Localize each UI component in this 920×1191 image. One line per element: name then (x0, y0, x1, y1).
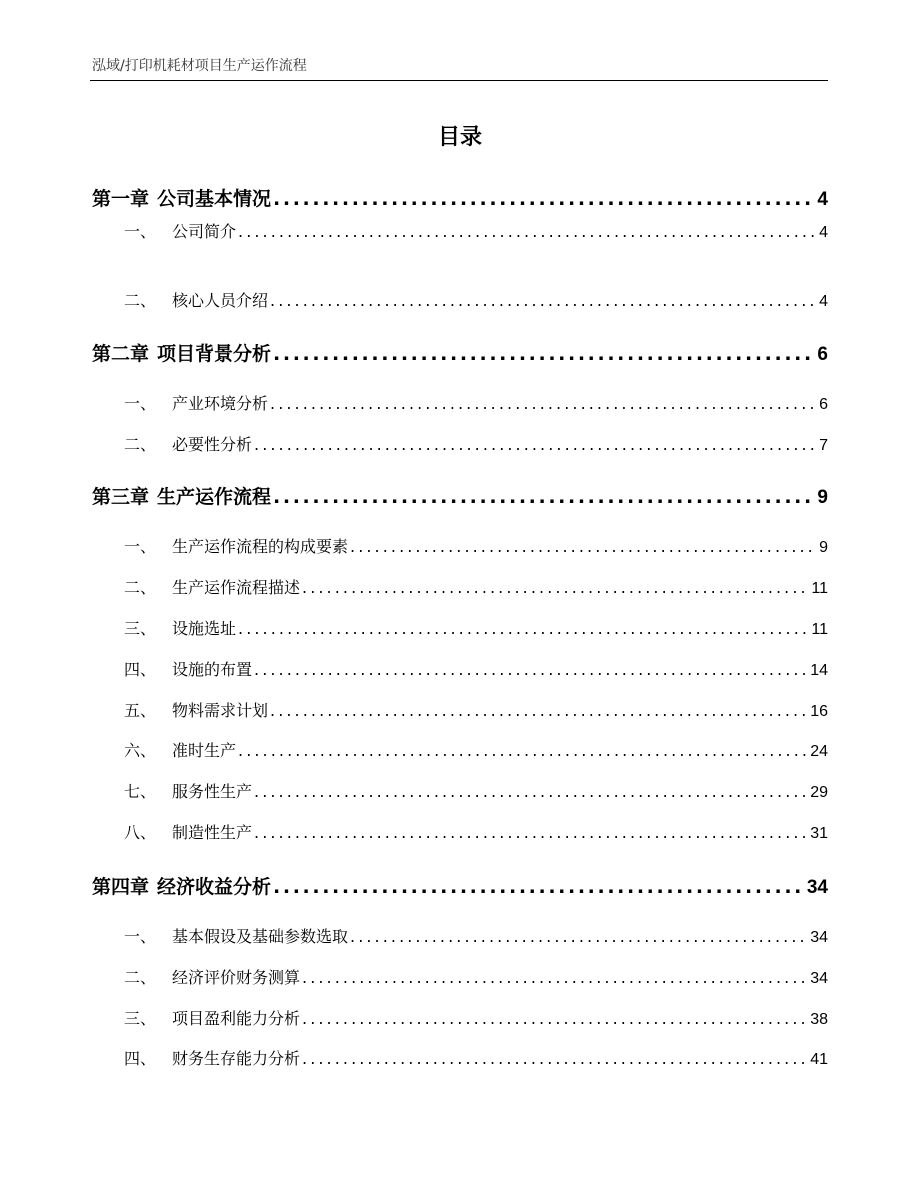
toc-entry-section[interactable] (92, 738, 828, 761)
running-header: 泓域/打印机耗材项目生产运作流程 (92, 58, 307, 74)
toc-entry-number: 二、 (124, 578, 157, 597)
toc-entry-page: 24 (810, 743, 828, 760)
toc-entry-page: 6 (819, 396, 828, 413)
toc-entry-section[interactable] (92, 534, 828, 557)
toc-entry-page: 11 (811, 580, 828, 597)
toc-entry-page: 9 (817, 487, 828, 508)
toc-entry-title: 公司基本情况 (157, 188, 272, 210)
toc-entry-title: 核心人员介绍 (172, 291, 269, 310)
toc-entry-section[interactable] (92, 698, 828, 721)
toc-entry-page: 7 (819, 437, 828, 454)
dot-leader (254, 660, 808, 679)
toc-title: 目录 (437, 125, 482, 150)
toc-entry-section[interactable] (92, 820, 828, 843)
toc-entry-page: 6 (817, 344, 828, 365)
toc-entry-title: 生产运作流程 (157, 486, 272, 508)
toc-entry-page: 4 (819, 293, 828, 310)
toc-entry-page: 34 (806, 877, 828, 898)
toc-entry-section[interactable] (92, 657, 828, 680)
toc-entry-section[interactable] (92, 924, 828, 947)
toc-entry-page: 9 (819, 539, 828, 556)
toc-entry-section[interactable] (92, 391, 828, 414)
dot-leader (273, 188, 815, 210)
toc-entry-number: 一、 (124, 394, 157, 413)
toc-entry-title: 制造性生产 (172, 823, 253, 842)
toc-entry-section[interactable] (92, 432, 828, 455)
toc-entry-number: 四、 (124, 660, 157, 679)
toc-entry-page: 34 (810, 929, 828, 946)
dot-leader (302, 578, 809, 597)
dot-leader (273, 486, 815, 508)
toc-entry-title: 生产运作流程描述 (172, 578, 301, 597)
dot-leader (238, 222, 817, 241)
toc-entry-number: 七、 (124, 782, 157, 801)
toc-entry-number: 二、 (124, 968, 157, 987)
toc-entry-title: 物料需求计划 (172, 701, 269, 720)
toc-entry-section[interactable] (92, 616, 828, 639)
dot-leader (302, 968, 808, 987)
dot-leader (238, 741, 808, 760)
toc-entry-number: 四、 (124, 1049, 157, 1068)
toc-entry-number: 一、 (124, 537, 157, 556)
dot-leader (254, 823, 808, 842)
toc-entry-page: 11 (811, 621, 828, 638)
toc-entry-page: 4 (819, 224, 828, 241)
dot-leader (350, 927, 808, 946)
toc-entry-chapter-1[interactable] (92, 184, 828, 211)
toc-entry-page: 31 (810, 825, 828, 842)
toc-entry-title: 产业环境分析 (172, 394, 269, 413)
dot-leader (270, 291, 817, 310)
dot-leader (273, 876, 805, 898)
toc-entry-number: 第三章 (92, 486, 150, 508)
toc-entry-title: 财务生存能力分析 (172, 1049, 301, 1068)
toc-entry-section[interactable] (92, 288, 828, 311)
toc-entry-title: 基本假设及基础参数选取 (172, 927, 349, 946)
toc-entry-number: 六、 (124, 741, 157, 760)
toc-entry-page: 4 (817, 189, 828, 210)
toc-entry-number: 一、 (124, 927, 157, 946)
toc-entry-page: 34 (810, 970, 828, 987)
toc-entry-title: 项目背景分析 (157, 343, 272, 365)
toc-entry-title: 服务性生产 (172, 782, 253, 801)
toc-entry-page: 38 (810, 1011, 828, 1028)
toc-entry-number: 第二章 (92, 343, 150, 365)
toc-entry-title: 准时生产 (172, 741, 237, 760)
toc-entry-section[interactable] (92, 1046, 828, 1069)
toc-entry-chapter-4[interactable] (92, 872, 828, 899)
toc-entry-title: 经济收益分析 (157, 876, 272, 898)
toc-entry-number: 第四章 (92, 876, 150, 898)
toc-entry-title: 公司简介 (172, 222, 237, 241)
toc-entry-section[interactable] (92, 779, 828, 802)
toc-entry-number: 一、 (124, 222, 157, 241)
toc-entry-page: 14 (810, 662, 828, 679)
toc-entry-number: 八、 (124, 823, 157, 842)
dot-leader (270, 701, 808, 720)
toc-entry-chapter-2[interactable] (92, 339, 828, 366)
dot-leader (350, 537, 817, 556)
toc-entry-chapter-3[interactable] (92, 482, 828, 509)
toc-entry-title: 必要性分析 (172, 435, 253, 454)
toc-entry-page: 29 (810, 784, 828, 801)
toc-entry-page: 41 (810, 1051, 828, 1068)
toc-entry-number: 二、 (124, 291, 157, 310)
dot-leader (238, 619, 809, 638)
dot-leader (270, 394, 817, 413)
toc-entry-title: 项目盈利能力分析 (172, 1009, 301, 1028)
toc-entry-page: 16 (810, 703, 828, 720)
toc-entry-section[interactable] (92, 219, 828, 242)
toc-entry-number: 三、 (124, 619, 157, 638)
dot-leader (302, 1049, 808, 1068)
toc-entry-title: 设施的布置 (172, 660, 253, 679)
toc-entry-title: 设施选址 (172, 619, 237, 638)
toc-entry-title: 经济评价财务测算 (172, 968, 301, 987)
toc-entry-title: 生产运作流程的构成要素 (172, 537, 349, 556)
dot-leader (302, 1009, 808, 1028)
toc-entry-section[interactable] (92, 1006, 828, 1029)
toc-entry-number: 五、 (124, 701, 157, 720)
dot-leader (254, 435, 817, 454)
toc-entry-number: 二、 (124, 435, 157, 454)
toc-entry-section[interactable] (92, 575, 828, 598)
toc-entry-number: 第一章 (92, 188, 150, 210)
dot-leader (273, 343, 815, 365)
toc-entry-section[interactable] (92, 965, 828, 988)
toc-entry-number: 三、 (124, 1009, 157, 1028)
dot-leader (254, 782, 808, 801)
header-rule (90, 80, 828, 81)
